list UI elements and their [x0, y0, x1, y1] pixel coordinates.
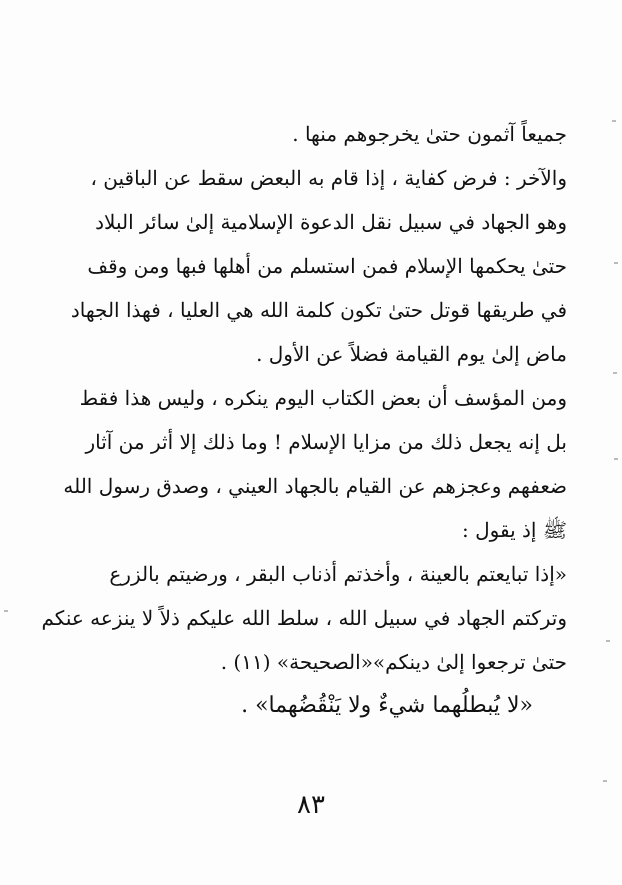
scan-speck [4, 610, 8, 612]
text-line: وهو الجهاد في سبيل نقل الدعوة الإسلامية إلىٰ سائر البلاد [95, 210, 567, 234]
text-line: في طريقها قوتل حتىٰ تكون كلمة الله هي العليا ، فهذا الجهاد [70, 298, 567, 322]
scan-speck [612, 120, 616, 122]
text-line: جميعاً آثمون حتىٰ يخرجوهم منها . [292, 122, 567, 146]
scan-speck [614, 262, 618, 264]
text-line: ضعفهم وعجزهم عن القيام بالجهاد العيني ، وصدق رسول الله [63, 474, 567, 498]
text-line: بل إنه يجعل ذلك من مزايا الإسلام ! وما ذلك إلا أثر من آثار [85, 430, 567, 454]
hadith-line: وتركتم الجهاد في سبيل الله ، سلط الله عليكم ذلاً لا ينزعه عنكم [41, 606, 567, 630]
text-line: ماض إلىٰ يوم القيامة فضلاً عن الأول . [256, 342, 567, 366]
page-number: ٨٣ [297, 790, 325, 820]
hadith-line: «لا يُبطلُهما شيءٌ ولا يَنْقُضُهما» . [241, 693, 533, 718]
hadith-line: حتىٰ ترجعوا إلىٰ دينكم»«الصحيحة» (١١) . [220, 650, 567, 674]
scan-speck [613, 372, 617, 374]
text-line: حتىٰ يحكمها الإسلام فمن استسلم من أهلها فبها ومن وقف [87, 254, 567, 278]
scan-speck [614, 458, 618, 460]
scan-speck [606, 640, 610, 642]
text-line: ومن المؤسف أن بعض الكتاب اليوم ينكره ، وليس هذا فقط [79, 386, 567, 410]
text-line: ﷺ إذ يقول : [462, 518, 567, 542]
body-text [41, 112, 567, 728]
scan-speck [603, 780, 607, 782]
text-line: والآخر : فرض كفاية ، إذا قام به البعض سقط عن الباقين ، [90, 166, 567, 190]
hadith-line: «إذا تبايعتم بالعينة ، وأخذتم أذناب البقر ، ورضيتم بالزرع [109, 562, 567, 586]
